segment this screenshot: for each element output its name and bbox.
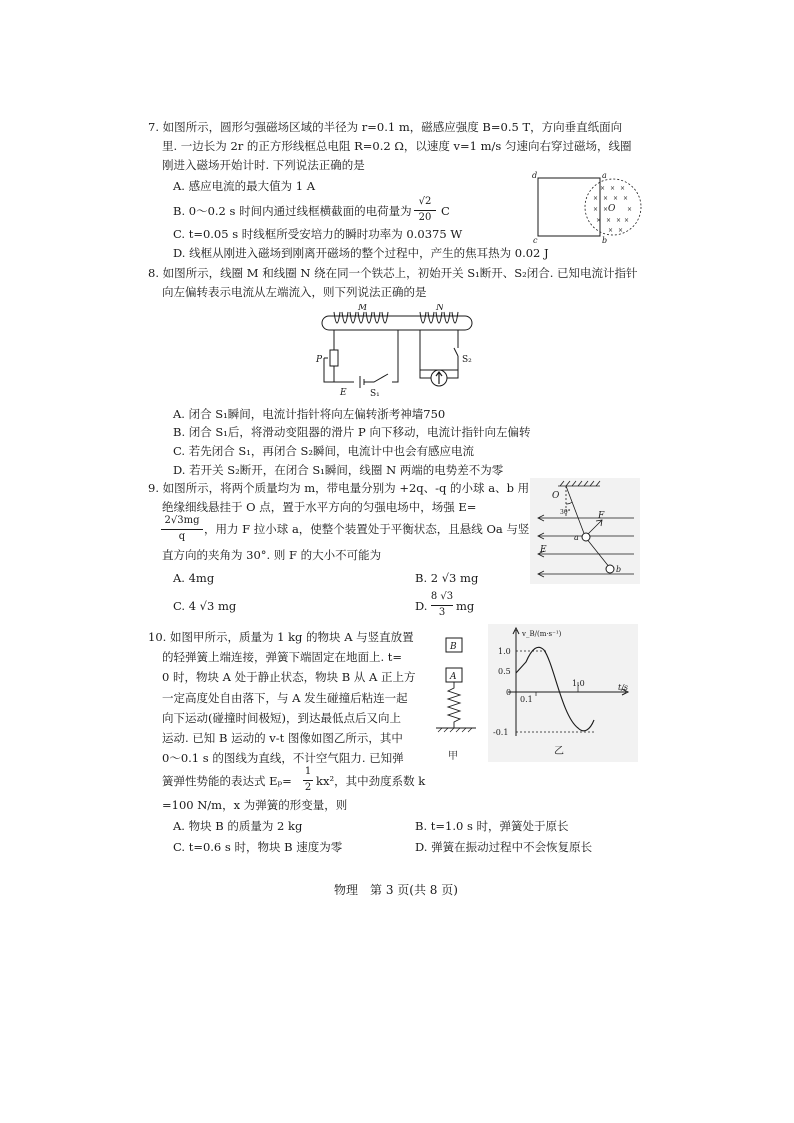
q10-stem-line3: 0 时，物块 A 处于静止状态，物块 B 从 A 正上方 (162, 670, 416, 684)
q10-stem-line2: 的轻弹簧上端连接，弹簧下端固定在地面上. t= (162, 650, 403, 664)
q7-option-b-fraction-bar (414, 210, 436, 211)
q10-fig-caption-yi: 乙 (554, 746, 564, 757)
q9-option-d-unit: mg (456, 599, 475, 613)
q10-fig-tick-y0: 0 (506, 688, 512, 697)
q7-option-b-numerator: √2 (418, 196, 432, 207)
q10-fig-tick-ym: -0.1 (493, 728, 509, 737)
q7-stem-line1: 7. 如图所示，圆形匀强磁场区域的半径为 r=0.1 m，磁感应强度 B=0.5 T，方向垂直纸面向 (148, 120, 623, 134)
q9-option-c: C. 4 √3 mg (173, 599, 237, 613)
q10-stem-line6: 运动. 已知 B 运动的 v-t 图像如图乙所示，其中 (162, 731, 403, 745)
q8-stem-line2: 向左偏转表示电流从左端流入，则下列说法正确的是 (162, 285, 427, 299)
cross-mark: × (603, 195, 609, 202)
page-footer: 物理 第 3 页(共 8 页) (334, 883, 458, 897)
q10-fig-tick-y1: 1.0 (498, 647, 511, 656)
q7-stem-line3: 刚进入磁场开始计时. 下列说法正确的是 (162, 158, 365, 172)
q9-field-denominator: q (178, 531, 186, 542)
cross-mark: × (623, 195, 629, 202)
q10-fig-block-b: B (450, 642, 457, 652)
cross-mark: × (608, 227, 614, 234)
q7-option-b: B. 0～0.2 s 时间内通过线框横截面的电荷量为 (173, 204, 412, 218)
q9-stem-line4: 直方向的夹角为 30°. 则 F 的大小不可能为 (162, 548, 382, 562)
q10-energy-fraction-bar (303, 780, 313, 781)
q10-fig-tick-x01: 0.1 (520, 695, 533, 704)
q10-stem-line9: =100 N/m，x 为弹簧的形变量，则 (162, 798, 348, 812)
q7-option-b-denominator: 20 (418, 212, 432, 223)
q9-option-d-prefix: D. (415, 599, 428, 613)
q10-fig-tick-y05: 0.5 (498, 667, 511, 676)
q10-fig-block-a: A (450, 672, 457, 682)
cross-mark: × (593, 195, 599, 202)
q7-fig-label-d: d (532, 171, 538, 180)
q9-figure (530, 478, 640, 584)
q10-stem-line4: 一定高度处自由落下，与 A 发生碰撞后粘连一起 (162, 691, 408, 705)
q9-option-d-numerator: 8 √3 (430, 591, 454, 602)
q7-option-b-unit: C (441, 204, 450, 218)
q9-field-fraction-bar (161, 529, 203, 530)
cross-mark: × (600, 185, 606, 192)
q8-fig-label-p: P (316, 355, 323, 365)
q7-stem-line2: 里. 一边长为 2r 的正方形线框总电阻 R=0.2 Ω，以速度 v=1 m/s 匀速向右穿过磁场，线圈 (162, 139, 632, 153)
cross-mark: × (596, 217, 602, 224)
q10-option-c: C. t=0.6 s 时，物块 B 速度为零 (173, 840, 343, 854)
cross-mark: × (620, 185, 626, 192)
q10-fig-ylabel: v_B/(m·s⁻¹) (522, 630, 562, 638)
q10-energy-numerator: 1 (304, 766, 312, 777)
q10-figure-jia (432, 632, 482, 768)
q10-fig-xlabel: t/s (618, 683, 629, 692)
q9-stem-line3: ，用力 F 拉小球 a，使整个装置处于平衡状态，且悬线 Oa 与竖 (204, 522, 530, 536)
cross-mark: × (610, 185, 616, 192)
q10-option-d: D. 弹簧在振动过程中不会恢复原长 (415, 840, 593, 854)
q9-field-numerator: 2√3mg (164, 515, 200, 526)
q9-option-d-denominator: 3 (438, 607, 446, 618)
q10-energy-denominator: 2 (304, 782, 312, 793)
q8-fig-label-m: M (358, 304, 368, 313)
q9-stem-line1: 9. 如图所示，将两个质量均为 m，带电量分别为 +2q、-q 的小球 a、b 用 (148, 481, 530, 495)
q9-fig-label-a: a (574, 533, 579, 542)
q10-option-a: A. 物块 B 的质量为 2 kg (173, 819, 303, 833)
q9-fig-label-o: O (552, 491, 560, 501)
q9-option-a: A. 4mg (173, 571, 215, 585)
q10-figure-yi (488, 624, 638, 762)
cross-mark: × (593, 206, 599, 213)
q8-fig-label-s2: S₂ (462, 355, 472, 365)
q7-fig-label-a: a (602, 171, 607, 180)
cross-mark: × (618, 227, 624, 234)
q9-option-d-fraction-bar (431, 605, 453, 606)
q8-fig-label-e: E (340, 388, 347, 398)
q10-option-b: B. t=1.0 s 时，弹簧处于原长 (415, 819, 569, 833)
q10-fig-caption-jia: 甲 (448, 751, 458, 762)
cross-mark: × (616, 217, 622, 224)
cross-mark: × (624, 217, 630, 224)
q10-stem-line7: 0～0.1 s 的图线为直线，不计空气阻力. 已知弹 (162, 751, 404, 765)
q8-option-c: C. 若先闭合 S₁，再闭合 S₂瞬间，电流计中也会有感应电流 (173, 444, 474, 458)
q7-figure (520, 170, 650, 248)
q10-stem-line8-prefix: 簧弹性势能的表达式 Eₚ= (162, 774, 292, 788)
q9-stem-line2: 绝缘细线悬挂于 O 点，置于水平方向的匀强电场中，场强 E= (162, 500, 477, 514)
q8-option-b: B. 闭合 S₁后，将滑动变阻器的滑片 P 向下移动，电流计指针向左偏转 (173, 425, 531, 439)
cross-mark: × (603, 206, 609, 213)
q7-fig-label-c: c (533, 236, 538, 245)
q9-fig-label-e: E (540, 545, 547, 555)
q9-fig-label-f: F (598, 511, 605, 521)
q9-fig-label-angle: 30° (560, 509, 571, 516)
q7-option-d: D. 线框从刚进入磁场到刚离开磁场的整个过程中，产生的焦耳热为 0.02 J (173, 246, 549, 260)
q7-fig-label-o: O (608, 204, 616, 214)
q10-fig-tick-x10: 1.0 (572, 679, 585, 688)
cross-mark: × (613, 195, 619, 202)
q10-stem-line1: 10. 如图甲所示，质量为 1 kg 的物块 A 与竖直放置 (148, 630, 414, 644)
q9-option-b: B. 2 √3 mg (415, 571, 479, 585)
q8-stem-line1: 8. 如图所示，线圈 M 和线圈 N 绕在同一个铁芯上，初始开关 S₁断开、S₂闭合. 已知电流计指针 (148, 266, 638, 280)
cross-mark: × (627, 206, 633, 213)
q7-fig-label-b: b (602, 236, 608, 245)
q7-option-a: A. 感应电流的最大值为 1 A (173, 179, 316, 193)
q10-stem-line5: 向下运动(碰撞时间极短)，到达最低点后又向上 (162, 711, 401, 725)
q7-option-c: C. t=0.05 s 时线框所受安培力的瞬时功率为 0.0375 W (173, 227, 463, 241)
q8-option-a: A. 闭合 S₁瞬间，电流计指针将向左偏转浙考神墙750 (173, 407, 446, 421)
q8-option-d: D. 若开关 S₂断开，在闭合 S₁瞬间，线圈 N 两端的电势差不为零 (173, 463, 504, 477)
q8-figure (312, 304, 482, 400)
q8-fig-label-s1: S₁ (370, 389, 380, 399)
q9-fig-label-b: b (616, 565, 622, 574)
q10-stem-line8-suffix: kx²，其中劲度系数 k (316, 774, 426, 788)
q8-fig-label-n: N (436, 304, 444, 313)
cross-mark: × (606, 217, 612, 224)
